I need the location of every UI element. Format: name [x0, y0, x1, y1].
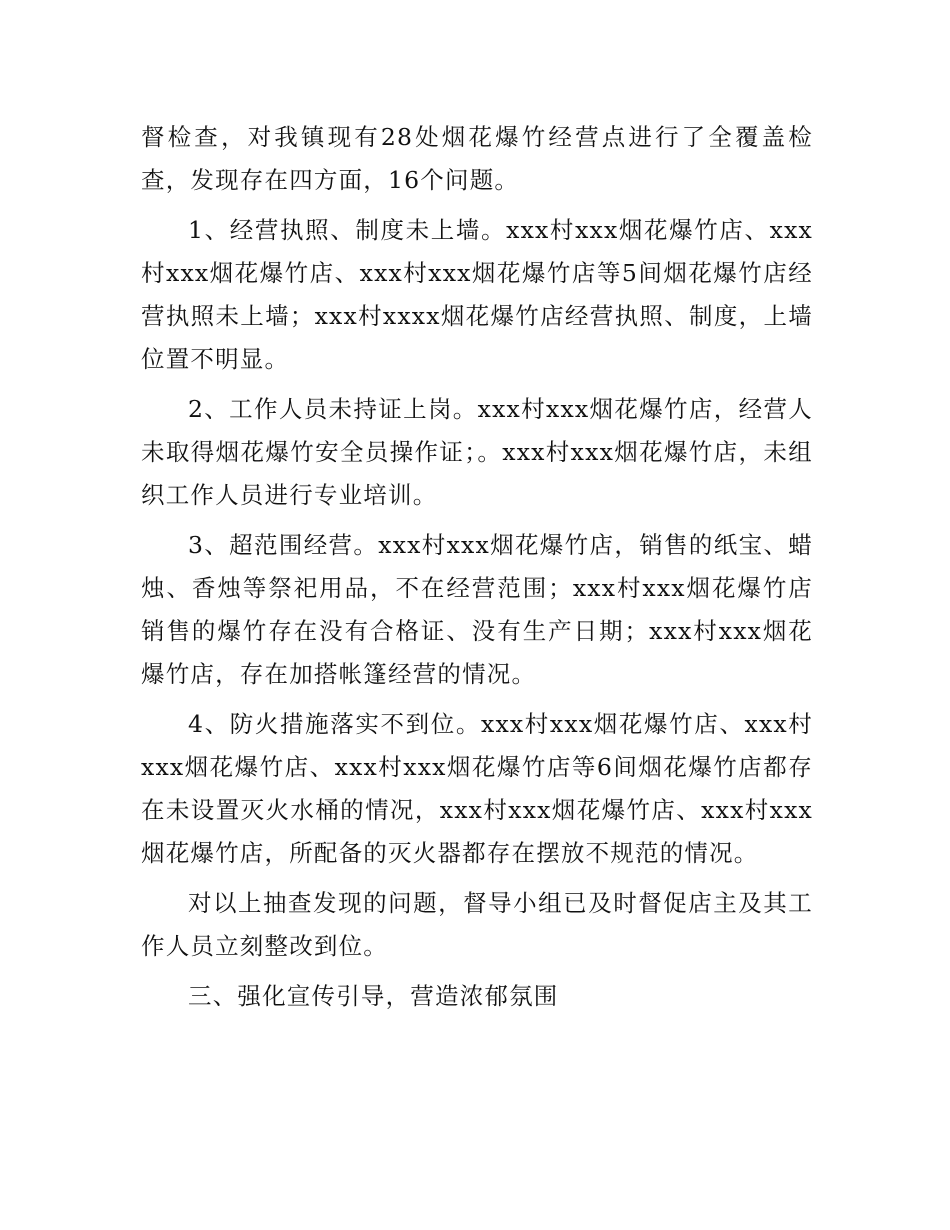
- paragraph-issue-scope: 3、超范围经营。xxx村xxx烟花爆竹店，销售的纸宝、蜡烛、香烛等祭祀用品，不在经营范围；xxx村xxx烟花爆竹店销售的爆竹存在没有合格证、没有生产日期；xxx村xxx烟花爆竹店，存在加搭帐篷经营的情况。: [141, 531, 813, 688]
- section-heading-publicity: 三、强化宣传引导，营造浓郁氛围: [188, 982, 559, 1010]
- paragraph-inspection-summary: 督检查，对我镇现有28处烟花爆竹经营点进行了全覆盖检查，发现存在四方面，16个问题。: [141, 123, 813, 194]
- paragraph-rectification: 对以上抽查发现的问题，督导小组已及时督促店主及其工作人员立刻整改到位。: [141, 889, 813, 960]
- paragraph-issue-license: 1、经营执照、制度未上墙。xxx村xxx烟花爆竹店、xxx村xxx烟花爆竹店、xxx村xxx烟花爆竹店等5间烟花爆竹店经营执照未上墙；xxx村xxxx烟花爆竹店经营执照、制度，上墙位置不明显。: [141, 216, 813, 373]
- document-body: [141, 116, 813, 1025]
- paragraph-issue-fire-safety: 4、防火措施落实不到位。xxx村xxx烟花爆竹店、xxx村xxx烟花爆竹店、xxx村xxx烟花爆竹店等6间烟花爆竹店都存在未设置灭火水桶的情况，xxx村xxx烟花爆竹店、xxx村xxx烟花爆竹店，所配备的灭火器都存在摆放不规范的情况。: [141, 710, 813, 867]
- paragraph-issue-certification: 2、工作人员未持证上岗。xxx村xxx烟花爆竹店，经营人未取得烟花爆竹安全员操作证；。xxx村xxx烟花爆竹店，未组织工作人员进行专业培训。: [141, 395, 813, 509]
